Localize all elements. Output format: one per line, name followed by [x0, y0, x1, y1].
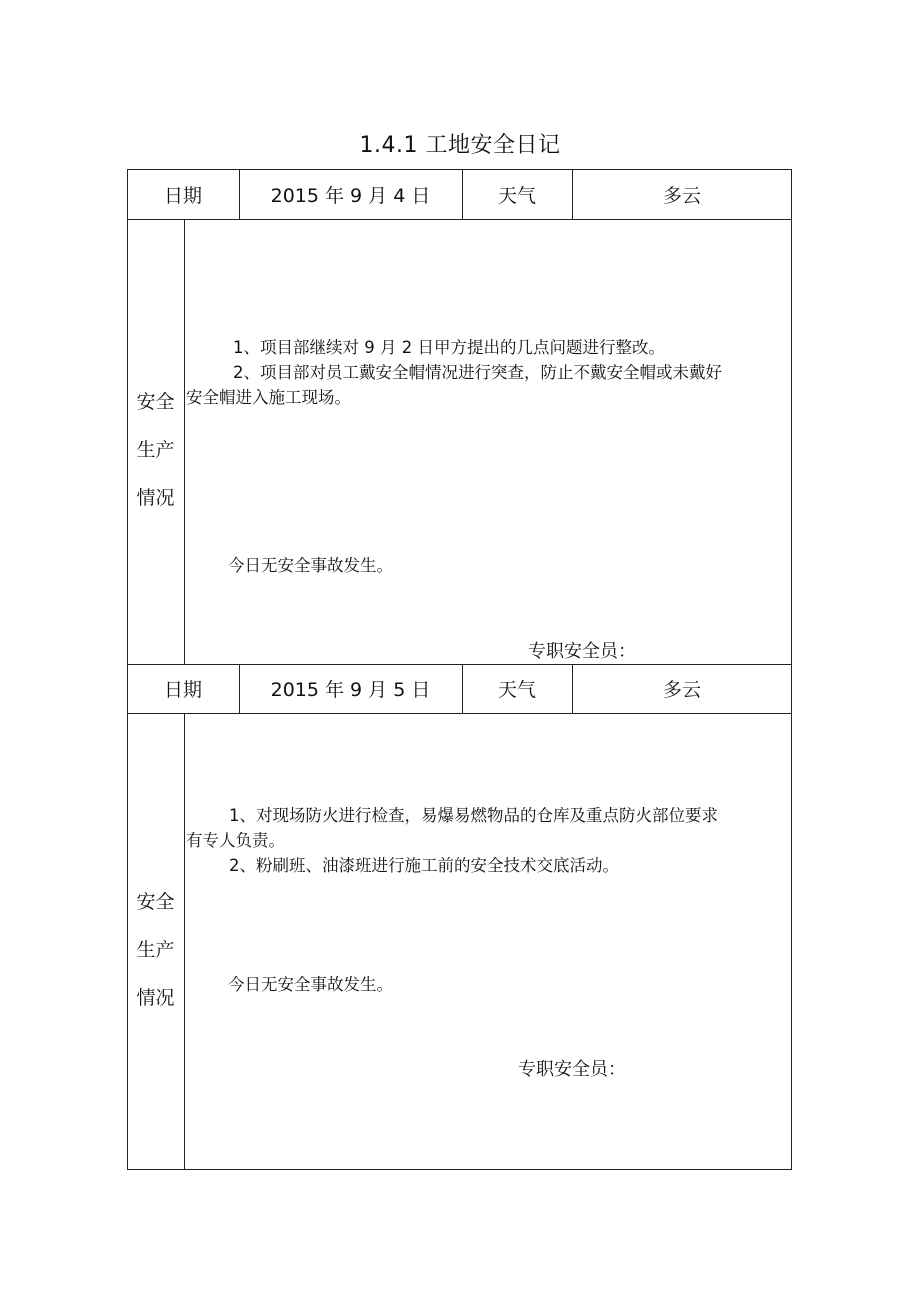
section-label	[127, 878, 184, 1022]
accident-note: 今日无安全事故发生。	[228, 556, 393, 575]
weather-label: 天气	[497, 679, 536, 701]
officer-label: 专职安全员：	[528, 641, 636, 662]
row-divider	[127, 713, 792, 714]
safety-item: 有专人负责。	[186, 831, 285, 850]
section-label-line: 生产	[136, 439, 175, 461]
weather-value: 多云	[662, 184, 701, 207]
date-value: 2015 年 9 月 4 日	[270, 184, 431, 207]
safety-item: 2、粉刷班、油漆班进行施工前的安全技术交底活动。	[229, 856, 619, 875]
col-divider	[184, 219, 185, 664]
safety-item: 1、项目部继续对 9 月 2 日甲方提出的几点问题进行整改。	[233, 338, 665, 357]
section-label-line: 安全	[136, 891, 175, 913]
row-divider	[127, 219, 792, 220]
safety-item: 2、项目部对员工戴安全帽情况进行突查，防止不戴安全帽或未戴好	[233, 363, 722, 382]
date-label: 日期	[163, 679, 202, 701]
officer-label: 专职安全员：	[518, 1059, 626, 1080]
weather-label: 天气	[497, 184, 536, 207]
section-label-line: 情况	[136, 487, 175, 509]
page-title: 1.4.1 工地安全日记	[359, 133, 561, 158]
section-label	[127, 378, 184, 522]
weather-value: 多云	[662, 679, 701, 701]
section-label-line: 安全	[136, 391, 175, 413]
section-label-line: 生产	[136, 939, 175, 961]
safety-item: 安全帽进入施工现场。	[186, 388, 351, 407]
safety-item: 1、对现场防火进行检查，易爆易燃物品的仓库及重点防火部位要求	[229, 806, 718, 825]
col-divider	[184, 713, 185, 1170]
date-label: 日期	[163, 184, 202, 207]
accident-note: 今日无安全事故发生。	[228, 975, 393, 994]
date-value: 2015 年 9 月 5 日	[270, 679, 431, 701]
section-label-line: 情况	[136, 987, 175, 1009]
